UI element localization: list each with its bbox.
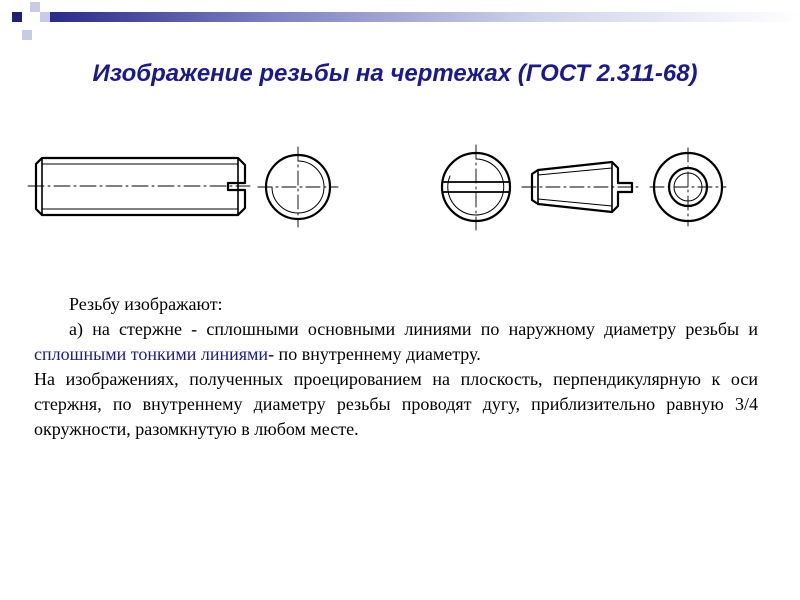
slotted-end-view <box>442 145 510 230</box>
body-text <box>34 292 758 442</box>
deco-square-light-1 <box>30 2 40 12</box>
slide-title: Изображение резьбы на чертежах (ГОСТ 2.311-68) <box>92 60 698 87</box>
threaded-rod-side-view <box>28 158 250 215</box>
item-a-text-2: - по внутреннему диаметру. <box>268 344 481 364</box>
second-paragraph <box>34 367 758 442</box>
deco-square-light-2 <box>40 12 50 22</box>
tapered-rod-side-view <box>522 162 640 212</box>
lead-text: Резьбу изображают: <box>69 294 223 314</box>
deco-square-light-3 <box>22 30 32 40</box>
item-a-text-1: а) на стержне - сплошными основными линиями по наружному диаметру резьбы и <box>69 319 758 339</box>
deco-square-dark-1 <box>12 12 22 22</box>
threaded-rod-end-view <box>258 147 338 227</box>
threaded-hole-end-view <box>650 148 726 226</box>
lead-paragraph <box>34 292 758 317</box>
thread-drawings <box>0 140 800 240</box>
item-a-highlight: сплошными тонкими линиями <box>34 344 269 364</box>
header-gradient-bar <box>50 12 800 22</box>
item-a-paragraph <box>34 317 758 367</box>
second-paragraph-text: На изображениях, полученных проецированием на плоскость, перпендикулярную к оси стержня, по внутреннему диаметру резьбы проводят дугу, приблизительно равную 3/4 окружности, разомкнутую в любом месте. <box>34 369 758 439</box>
